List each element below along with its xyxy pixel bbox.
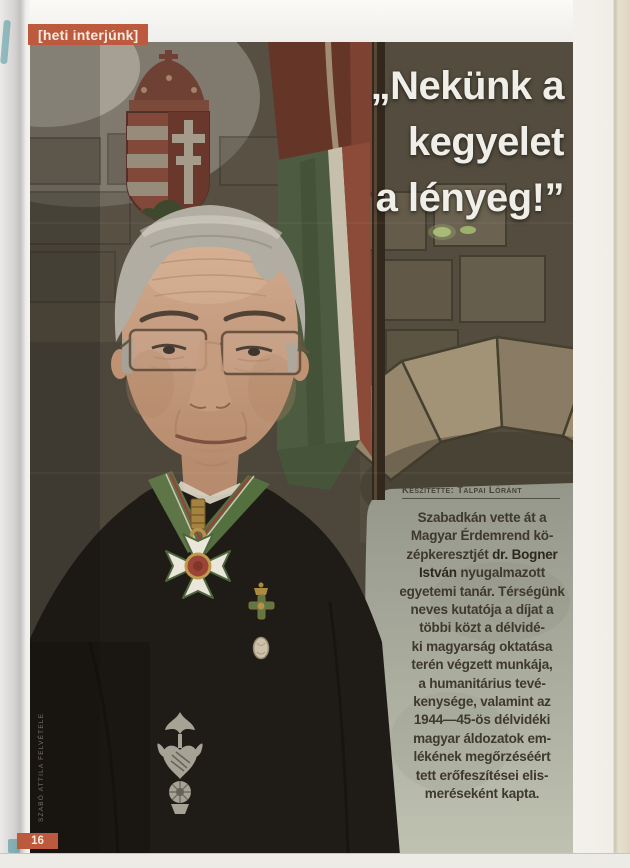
article-line: tett erőfeszítései elis- [415, 767, 549, 783]
article-line: a humanitárius tevé- [418, 675, 546, 691]
headline [144, 58, 564, 226]
article-line: neves kutatója a díjat a [410, 602, 554, 618]
article-line: Magyar Érdemrend kö- [410, 528, 554, 544]
article-line: többi közt a délvidé- [419, 620, 545, 636]
article-line: Szabadkán vette át a [417, 510, 547, 525]
section-tag: [heti interjúnk] [28, 24, 148, 45]
scan-edge-bottom [0, 853, 630, 868]
article-line: terén végzett munkája, [411, 657, 553, 673]
page-number-tab: 16 [17, 833, 58, 849]
scan-edge-right [573, 0, 630, 868]
headline-line-3: a lényeg!” [375, 176, 564, 220]
article-line: kenysége, valamint az [413, 694, 551, 710]
article-line: egyetemi tanár. Térségünk [399, 583, 565, 599]
byline [402, 485, 568, 499]
article-line: István nyugalmazott [419, 565, 545, 581]
article-line: ki magyarság oktatása [411, 638, 553, 654]
headline-line-2: kegyelet [407, 120, 564, 164]
byline-rule [402, 498, 560, 499]
photo-credit-vertical: SZABÓ ATTILA FELVÉTELE [38, 712, 45, 822]
article-intro [396, 509, 568, 804]
headline-line-1: „Nekünk a [370, 64, 564, 108]
byline-label: Készítette: Talpai Lóránt [402, 485, 522, 496]
article-line: zépkeresztjét dr. Bogner [406, 546, 558, 562]
article-line: magyar áldozatok em- [413, 730, 551, 746]
scan-edge-left [0, 0, 30, 868]
article-line: lékének megőrzéséért [413, 749, 551, 765]
article-line: 1944—45-ös délvidéki [413, 712, 551, 728]
oval-pin-icon [254, 638, 269, 659]
article-line: meréseként kapta. [424, 786, 540, 802]
